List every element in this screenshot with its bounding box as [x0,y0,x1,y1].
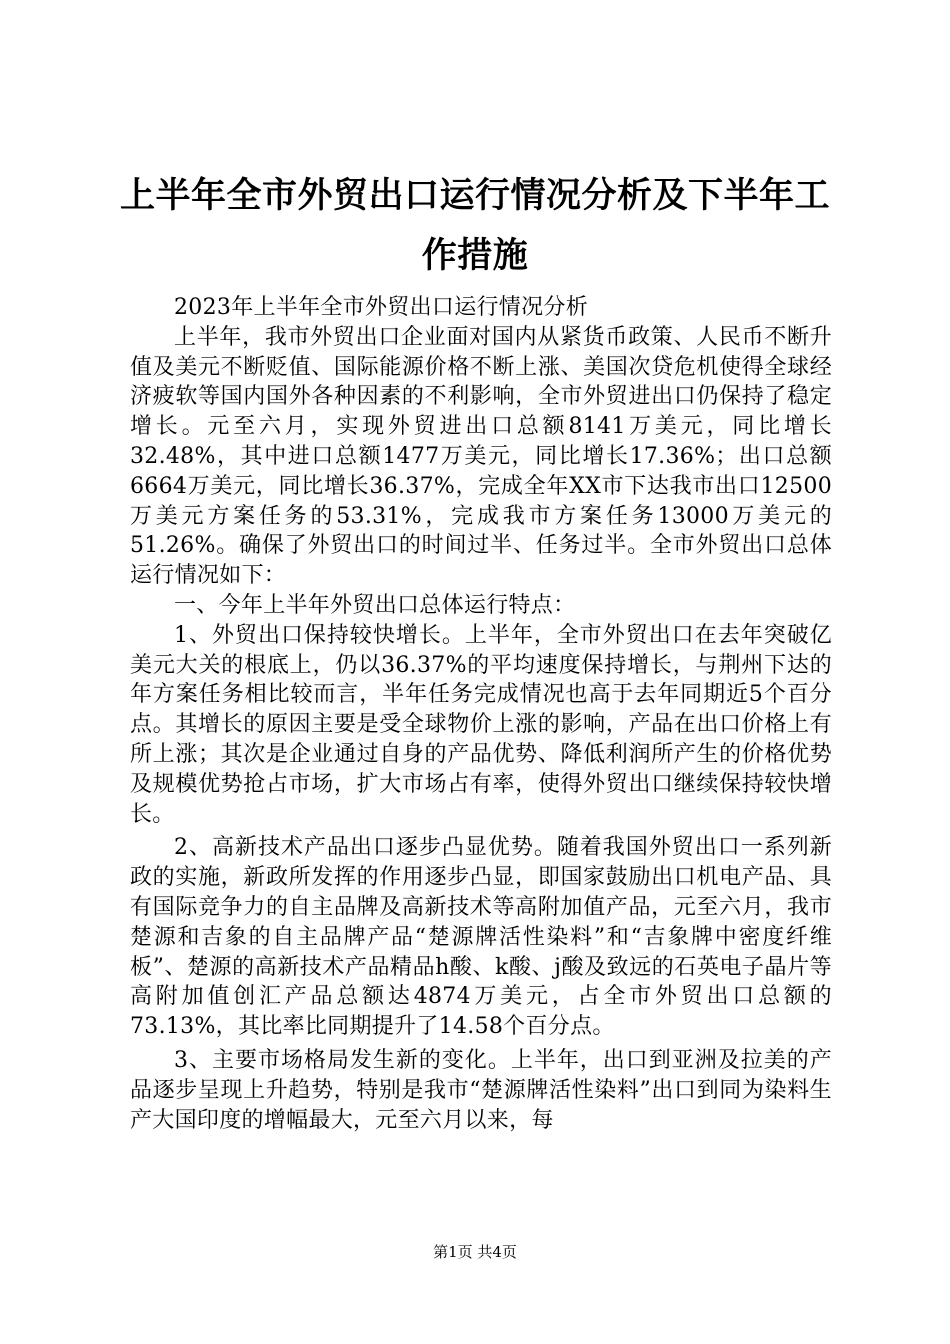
paragraph-subtitle: 2023年上半年全市外贸出口运行情况分析 [174,295,588,320]
paragraph-point-1: 1、外贸出口保持较快增长。上半年，全市外贸出口在去年突破亿美元大关的根底上，仍以36.37%的平均速度保持增长，与荆州下达的年方案任务相比较而言，半年任务完成情况也高于去年同期近5个百分点。其增长的原因主要是受全球物价上涨的影响，产品在出口价格上有所上涨；其次是企业通过自身的产品优势、降低利润所产生的价格优势及规模优势抢占市场，扩大市场占有率，使得外贸出口继续保持较快增长。 [130,622,832,827]
paragraph-section-heading: 一、今年上半年外贸出口总体运行特点： [174,592,576,618]
document-body [130,293,832,1135]
paragraph-point-2: 2、高新技术产品出口逐步凸显优势。随着我国外贸出口一系列新政的实施，新政所发挥的作用逐步凸显，即国家鼓励出口机电产品、具有国际竞争力的自主品牌及高新技术等高附加值产品，元至六月，我市楚源和吉象的自主品牌产品“楚源牌活性染料”和“吉象牌中密度纤维板”、楚源的高新技术产品精品h酸、k酸、j酸及致远的石英电子晶片等高附加值创汇产品总额达4874万美元，占全市外贸出口总额的73.13%，其比率比同期提升了14.58个百分点。 [130,835,832,1040]
page-number: 第1页 共4页 [433,1243,517,1261]
document-title: 上半年全市外贸出口运行情况分析及下半年工作措施 [120,176,831,276]
paragraph-overview: 上半年，我市外贸出口企业面对国内从紧货币政策、人民币不断升值及美元不断贬值、国际能源价格不断上涨、美国次贷危机使得全球经济疲软等国内国外各种因素的不利影响，全市外贸进出口仍保持了稳定增长。元至六月，实现外贸进出口总额8141万美元，同比增长32.48%，其中进口总额1477万美元，同比增长17.36%；出口总额6664万美元，同比增长36.37%，完成全年XX市下达我市出口12500万美元方案任务的53.31%，完成我市方案任务13000万美元的51.26%。确保了外贸出口的时间过半、任务过半。全市外贸出口总体运行情况如下： [130,324,832,589]
paragraph-point-3: 3、主要市场格局发生新的变化。上半年，出口到亚洲及拉美的产品逐步呈现上升趋势，特别是我市“楚源牌活性染料”出口到同为染料生产大国印度的增幅最大，元至六月以来，每 [130,1047,832,1133]
